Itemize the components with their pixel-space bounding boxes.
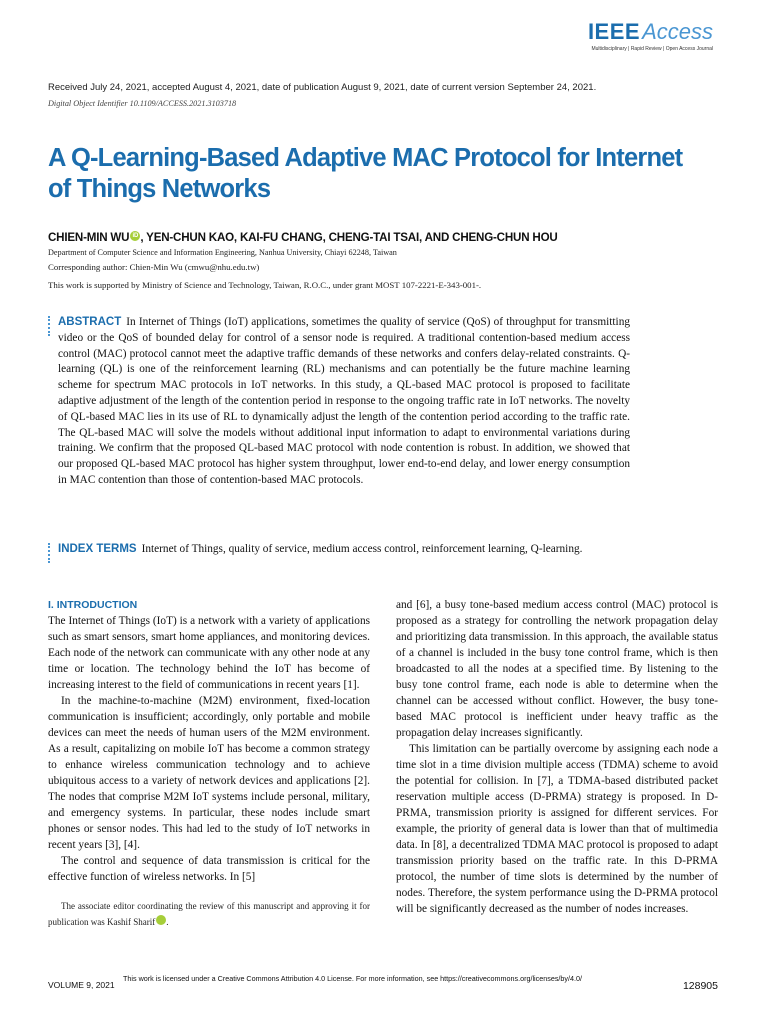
first-author: CHIEN-MIN WU [48, 231, 130, 244]
section-heading: I. INTRODUCTION [48, 599, 138, 611]
footnote-end: . [166, 917, 169, 927]
orcid-icon[interactable]: iD [130, 231, 140, 241]
license-notice[interactable]: This work is licensed under a Creative Commons Attribution 4.0 License. For more information, see https://creativecommons.org/licenses/by/4.0/ [123, 974, 583, 983]
journal-logo-wordmark [588, 21, 713, 43]
corresponding-author: Corresponding author: Chien-Min Wu (cmwu@nhu.edu.tw) [48, 262, 260, 272]
logo-access: Access [642, 19, 713, 44]
logo-ieee: IEEE [587, 19, 641, 44]
journal-tagline: Multidisciplinary | Rapid Review | Open Access Journal [591, 46, 713, 52]
page-footer [48, 974, 718, 994]
abstract-label: ABSTRACT [58, 316, 122, 328]
abstract-dots-icon [48, 316, 54, 336]
index-terms-label: INDEX TERMS [58, 543, 137, 555]
other-authors: , YEN-CHUN KAO, KAI-FU CHANG, CHENG-TAI TSAI, AND CHENG-CHUN HOU [140, 231, 558, 244]
index-terms-text: Internet of Things, quality of service, medium access control, reinforcement learning, Q-learning. [141, 543, 583, 555]
paragraph: The control and sequence of data transmission is critical for the effective function of wireless networks. In [5] [48, 855, 370, 883]
journal-logo [588, 21, 713, 52]
paragraph: and [6], a busy tone-based medium access control (MAC) protocol is proposed as a strategy for controlling the network propagation delay and prioritizing data transmission. In this approach, the available status of a channel is included in the busy tone control frame, which is then broadcasted to all the nodes at a specified time. By listening to the busy tone control frame, each node is able to determine when the channel can be accessed without conflict. However, the busy tone-based MAC protocol is inefficient under heavy traffic as the propagation delay increases significantly. [396, 599, 718, 739]
paragraph: This limitation can be partially overcome by assigning each node a time slot in a time division multiple access (TDMA) scheme to avoid the potential for collision. In [7], a TDMA-based distributed packet reservation multiple access (D-PRMA) strategy is proposed. In D-PRMA, transmission priority is assigned for different services. For example, the priority of general data is lower than that of multimedia data. In [8], a decentralized TDMA MAC protocol is proposed to adapt transmission priority based on the traffic rate. In this D-PRMA protocol, the number of time slots is determined by the number of nodes. Therefore, the system performance using the D-PRMA protocol will be significantly decreased as the number of nodes increases. [396, 743, 718, 915]
funding-statement: This work is supported by Ministry of Science and Technology, Taiwan, R.O.C., under grant MOST 107-2221-E-343-001-. [48, 280, 482, 290]
orcid-icon[interactable]: iD [156, 915, 166, 925]
paper-title: A Q-Learning-Based Adaptive MAC Protocol for Internet of Things Networks [48, 144, 683, 203]
affiliation: Department of Computer Science and Information Engineering, Nanhua University, Chiayi 62248, Taiwan [48, 248, 397, 257]
paragraph: The Internet of Things (IoT) is a network with a variety of applications such as smart sensors, smart home appliances, and monitoring devices. Each node of the network can communicate with any other node at any time or location. The technology behind the IoT has become of increasing interest to the field of communications in recent years [1]. [48, 615, 370, 691]
left-column [48, 597, 370, 930]
paragraph: In the machine-to-machine (M2M) environment, fixed-location communication is insufficient; accordingly, only portable and mobile devices can meet the needs of human users of the M2M environment. As a result, capitalizing on mobile IoT has become a common strategy to enhance wireless communication technology and to achieve ubiquitous access to a variety of network devices and applications [2]. The nodes that comprise M2M IoT systems include personal, military, and emergency systems. In particular, these nodes include smart phones or sensor nodes. This had led to the study of IoT networks in recent years [3], [4]. [48, 695, 370, 851]
footnote-text: The associate editor coordinating the review of this manuscript and approving it for publication was Kashif Sharif [48, 901, 370, 927]
editor-footnote [48, 898, 370, 930]
abstract [58, 315, 630, 489]
right-column [396, 597, 718, 917]
index-terms [58, 542, 630, 558]
received-dates: Received July 24, 2021, accepted August 4, 2021, date of publication August 9, 2021, date of current version September 24, 2021. [48, 82, 597, 93]
author-list [48, 231, 558, 244]
page-number: 128905 [682, 980, 718, 992]
index-terms-dots-icon [48, 543, 54, 563]
doi-line[interactable]: Digital Object Identifier 10.1109/ACCESS.2021.3103718 [48, 99, 237, 108]
volume-label: VOLUME 9, 2021 [48, 980, 115, 990]
abstract-text: In Internet of Things (IoT) applications, sometimes the quality of service (QoS) of throughput for transmitting video or the QoS of bounded delay for control of a sensor node is required. A traditional contention-based medium access control (MAC) protocol cannot meet the adaptive traffic demands of these networks and confers delay-related constraints. Q-learning (QL) is one of the reinforcement learning (RL) mechanisms and can potentially be the future machine learning scheme for spectrum MAC protocols in IoT networks. In this study, a QL-based MAC protocol is proposed to facilitate adaptive adjustment of the length of the contention period in response to the ongoing traffic rate in IoT networks. The novelty of QL-based MAC lies in its use of RL to dynamically adjust the length of the contention period according to the traffic rate. The QL-based MAC will solve the models without additional input information to adapt to environmental variations during training. We confirm that the proposed QL-based MAC protocol with node contention is robust. In addition, we showed that our proposed QL-based MAC protocol has higher system throughput, lower end-to-end delay, and lower energy consumption in MAC contention than those of contention-based MAC protocols. [58, 316, 630, 486]
